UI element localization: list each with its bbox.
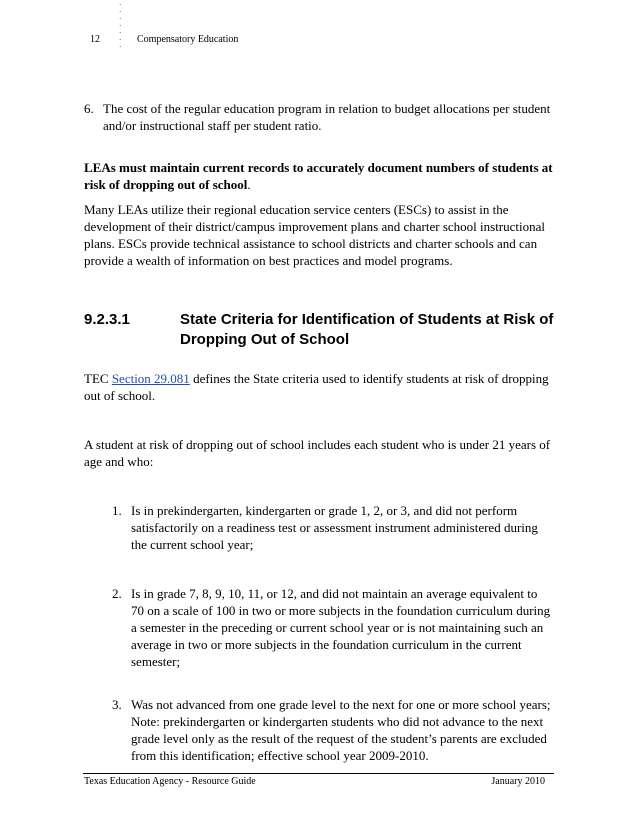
section-title: State Criteria for Identification of Students at Risk of Dropping Out of School [180, 311, 554, 348]
page-number: 12 [90, 34, 100, 45]
footer-publisher: Texas Education Agency - Resource Guide [84, 776, 256, 787]
criteria-item-text: Is in prekindergarten, kindergarten or grade 1, 2, or 3, and did not perform satisfactorily on a readiness test or assessment instrument administered during the current school year; [131, 503, 538, 552]
tec-section-link[interactable]: Section 29.081 [111, 371, 190, 386]
esc-paragraph: Many LEAs utilize their regional education service centers (ESCs) to assist in the development of their district/campus improvement plans and charter school instructional plans. ESCs provide technical assistance to school districts and charter schools and can provide a wealth of information on best practices and model programs. [84, 202, 546, 268]
records-requirement-text: LEAs must maintain current records to accurately document numbers of students at risk of dropping out of school [84, 160, 553, 192]
criteria-item-number: 2. [112, 586, 122, 601]
section-number: 9.2.3.1 [84, 311, 130, 328]
decorative-dot-rule: · · · · · · · [119, 1, 122, 51]
footer-divider [83, 773, 554, 774]
records-requirement-paragraph [84, 159, 554, 193]
tec-paragraph [84, 370, 554, 404]
criteria-item-text: Is in grade 7, 8, 9, 10, 11, or 12, and did not maintain an average equivalent to 70 on a scale of 100 in two or more subjects in the foundation curriculum during a semester in the preceding or current school year or is not maintaining such an average in two or more subjects in the foundation curriculum in the current semester; [131, 586, 551, 669]
criteria-item-number: 3. [112, 697, 122, 712]
records-requirement-period: . [247, 177, 251, 192]
student-definition-paragraph: A student at risk of dropping out of school includes each student who is under 21 years of age and who: [84, 437, 551, 469]
criteria-item-text: Was not advanced from one grade level to the next for one or more school years; Note: prekindergarten or kindergarten students who did not advance to the next grade level only as the result of the request of the student’s parents are excluded from this identification; effective school year 2009-2010. [131, 697, 551, 763]
header-title: Compensatory Education [137, 34, 239, 45]
list-item-number: 6. [84, 101, 94, 116]
footer-date: January 2010 [491, 776, 545, 787]
tec-prefix: TEC [84, 371, 112, 386]
list-item-text: The cost of the regular education program in relation to budget allocations per student and/or instructional staff per student ratio. [103, 101, 551, 133]
criteria-item-number: 1. [112, 503, 122, 518]
tec-suffix: defines the State criteria used to identify students at risk of dropping out of school. [84, 371, 549, 403]
